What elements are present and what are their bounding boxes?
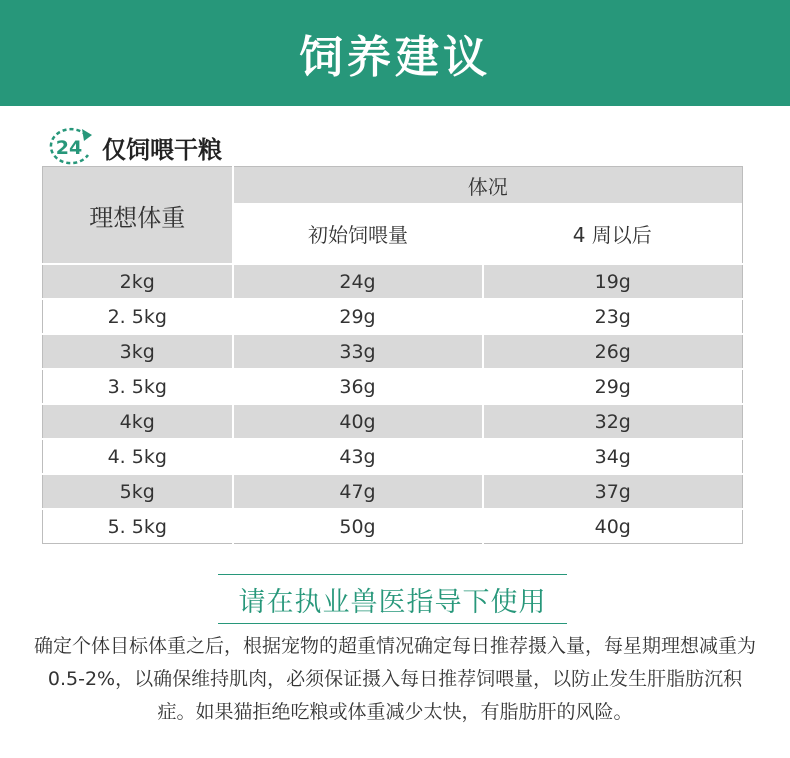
clock-arrow-icon xyxy=(42,125,98,169)
after-cell: 34g xyxy=(483,439,743,474)
weight-cell: 2kg xyxy=(43,264,233,299)
table-row xyxy=(43,299,743,334)
initial-cell: 29g xyxy=(233,299,483,334)
after-cell: 19g xyxy=(483,264,743,299)
weight-cell: 2. 5kg xyxy=(43,299,233,334)
badge-number: 24 xyxy=(55,137,83,159)
table-row xyxy=(43,509,743,544)
weight-cell: 4kg xyxy=(43,404,233,439)
initial-cell: 47g xyxy=(233,474,483,509)
table-row xyxy=(43,404,743,439)
table-row xyxy=(43,334,743,369)
col-header-ideal-weight: 理想体重 xyxy=(43,167,233,265)
table-row xyxy=(43,369,743,404)
initial-cell: 40g xyxy=(233,404,483,439)
initial-cell: 33g xyxy=(233,334,483,369)
section-heading xyxy=(42,125,222,169)
table-row xyxy=(43,264,743,299)
after-cell: 32g xyxy=(483,404,743,439)
feeding-table xyxy=(42,166,743,544)
table-row xyxy=(43,474,743,509)
weight-cell: 5. 5kg xyxy=(43,509,233,544)
page-title: 饲养建议 xyxy=(299,32,491,83)
weight-cell: 4. 5kg xyxy=(43,439,233,474)
section-title: 仅饲喂干粮 xyxy=(102,135,222,164)
weight-cell: 3kg xyxy=(43,334,233,369)
initial-cell: 43g xyxy=(233,439,483,474)
col-header-after-4-weeks: 4 周以后 xyxy=(483,203,743,264)
weight-cell: 5kg xyxy=(43,474,233,509)
after-cell: 26g xyxy=(483,334,743,369)
table-row xyxy=(43,439,743,474)
after-cell: 29g xyxy=(483,369,743,404)
after-cell: 37g xyxy=(483,474,743,509)
header-banner xyxy=(0,0,790,106)
weight-cell: 3. 5kg xyxy=(43,369,233,404)
feeding-note: 确定个体目标体重之后，根据宠物的超重情况确定每日推荐摄入量，每星期理想减重为 0.5-2%，以确保维持肌肉，必须保证摄入每日推荐饲喂量，以防止发生肝脂肪沉积症。如果猫拒绝吃粮或体重减少太快，有脂肪肝的风险。 xyxy=(33,635,756,723)
after-cell: 23g xyxy=(483,299,743,334)
initial-cell: 24g xyxy=(233,264,483,299)
vet-guidance-label: 请在执业兽医指导下使用 xyxy=(218,574,567,624)
col-header-initial: 初始饲喂量 xyxy=(233,203,483,264)
initial-cell: 50g xyxy=(233,509,483,544)
initial-cell: 36g xyxy=(233,369,483,404)
after-cell: 40g xyxy=(483,509,743,544)
col-header-condition: 体况 xyxy=(233,167,743,204)
